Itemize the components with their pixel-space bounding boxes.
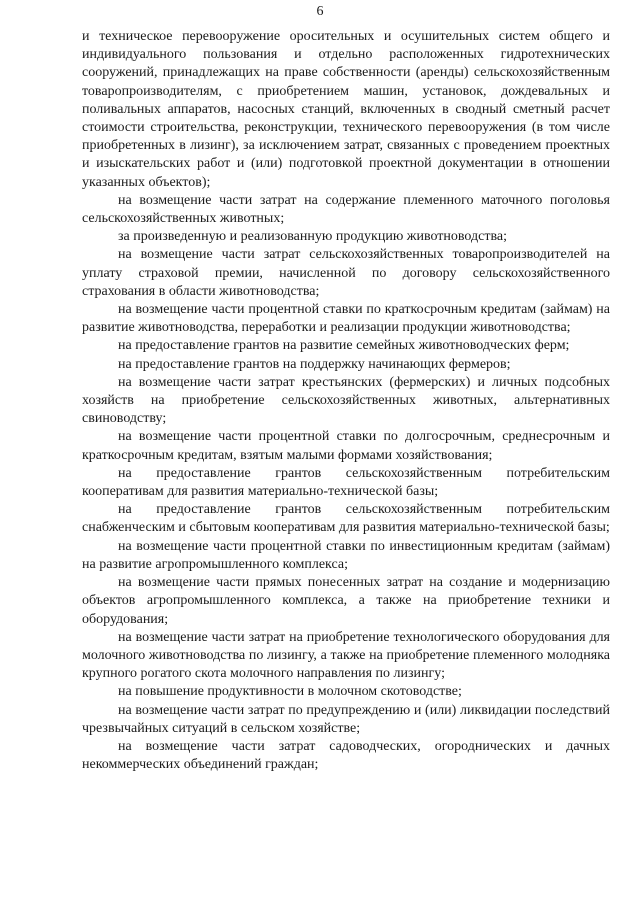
list-item: на возмещение части затрат по предупреждению и (или) ликвидации последствий чрезвычайных ситуаций в сельском хозяйстве; [82, 702, 610, 736]
page-number: 6 [316, 4, 324, 19]
document-body [82, 28, 610, 774]
list-item: на возмещение части затрат на содержание племенного маточного поголовья сельскохозяйственных животных; [82, 192, 610, 227]
list-item: на возмещение части затрат садоводческих, огороднических и дачных некоммерческих объединений граждан; [82, 738, 610, 773]
list-item: на возмещение части процентной ставки по краткосрочным кредитам (займам) на развитие животноводства, переработки и реализации продукции животноводства; [82, 302, 610, 336]
list-item: на предоставление грантов сельскохозяйственным потребительским кооперативам для развития материально-технической базы; [82, 465, 610, 500]
list-item: на предоставление грантов сельскохозяйственным потребительским снабженческим и сбытовым кооперативам для развития материально-технической базы; [82, 502, 610, 536]
paragraph-continuation: и техническое перевооружение оросительных и осушительных систем общего и индивидуального пользования и отдельно расположенных гидротехнических сооружений, принадлежащих на праве собственности (аренды) сельскохозяйственным товаропроизводителям, с приобретением машин, установок, дождевальных и поливальных аппаратов, насосных станций, включенных в сводный сметный расчет стоимости строительства, реконструкции, технического перевооружения (в том числе приобретенных в лизинг), за исключением затрат, связанных с проведением проектных и изыскательских работ и (или) подготовкой проектной документации в отношении указанных объектов); [82, 29, 610, 190]
list-item: на повышение продуктивности в молочном скотоводстве; [118, 684, 462, 700]
list-item: на возмещение части процентной ставки по инвестиционным кредитам (займам) на развитие агропромышленного комплекса; [82, 538, 610, 572]
list-item: на возмещение части затрат на приобретение технологического оборудования для молочного животноводства по лизингу, а также на приобретение племенного молодняка крупного рогатого скота молочного направления по лизингу; [82, 629, 610, 682]
list-item: за произведенную и реализованную продукцию животноводства; [118, 229, 507, 245]
list-item: на возмещение части процентной ставки по долгосрочным, среднесрочным и краткосрочным кредитам, взятым малыми формами хозяйствования; [82, 429, 610, 463]
list-item: на возмещение части прямых понесенных затрат на создание и модернизацию объектов агропромышленного комплекса, а также на приобретение техники и оборудования; [82, 575, 610, 627]
list-item: на предоставление грантов на поддержку начинающих фермеров; [118, 356, 511, 372]
list-item: на возмещение части затрат сельскохозяйственных товаропроизводителей на уплату страховой премии, начисленной по договору сельскохозяйственного страхования в области животноводства; [82, 247, 610, 299]
list-item: на возмещение части затрат крестьянских (фермерских) и личных подсобных хозяйств на приобретение сельскохозяйственных животных, альтернативных свиноводству; [82, 374, 610, 427]
list-item: на предоставление грантов на развитие семейных животноводческих ферм; [118, 338, 570, 354]
